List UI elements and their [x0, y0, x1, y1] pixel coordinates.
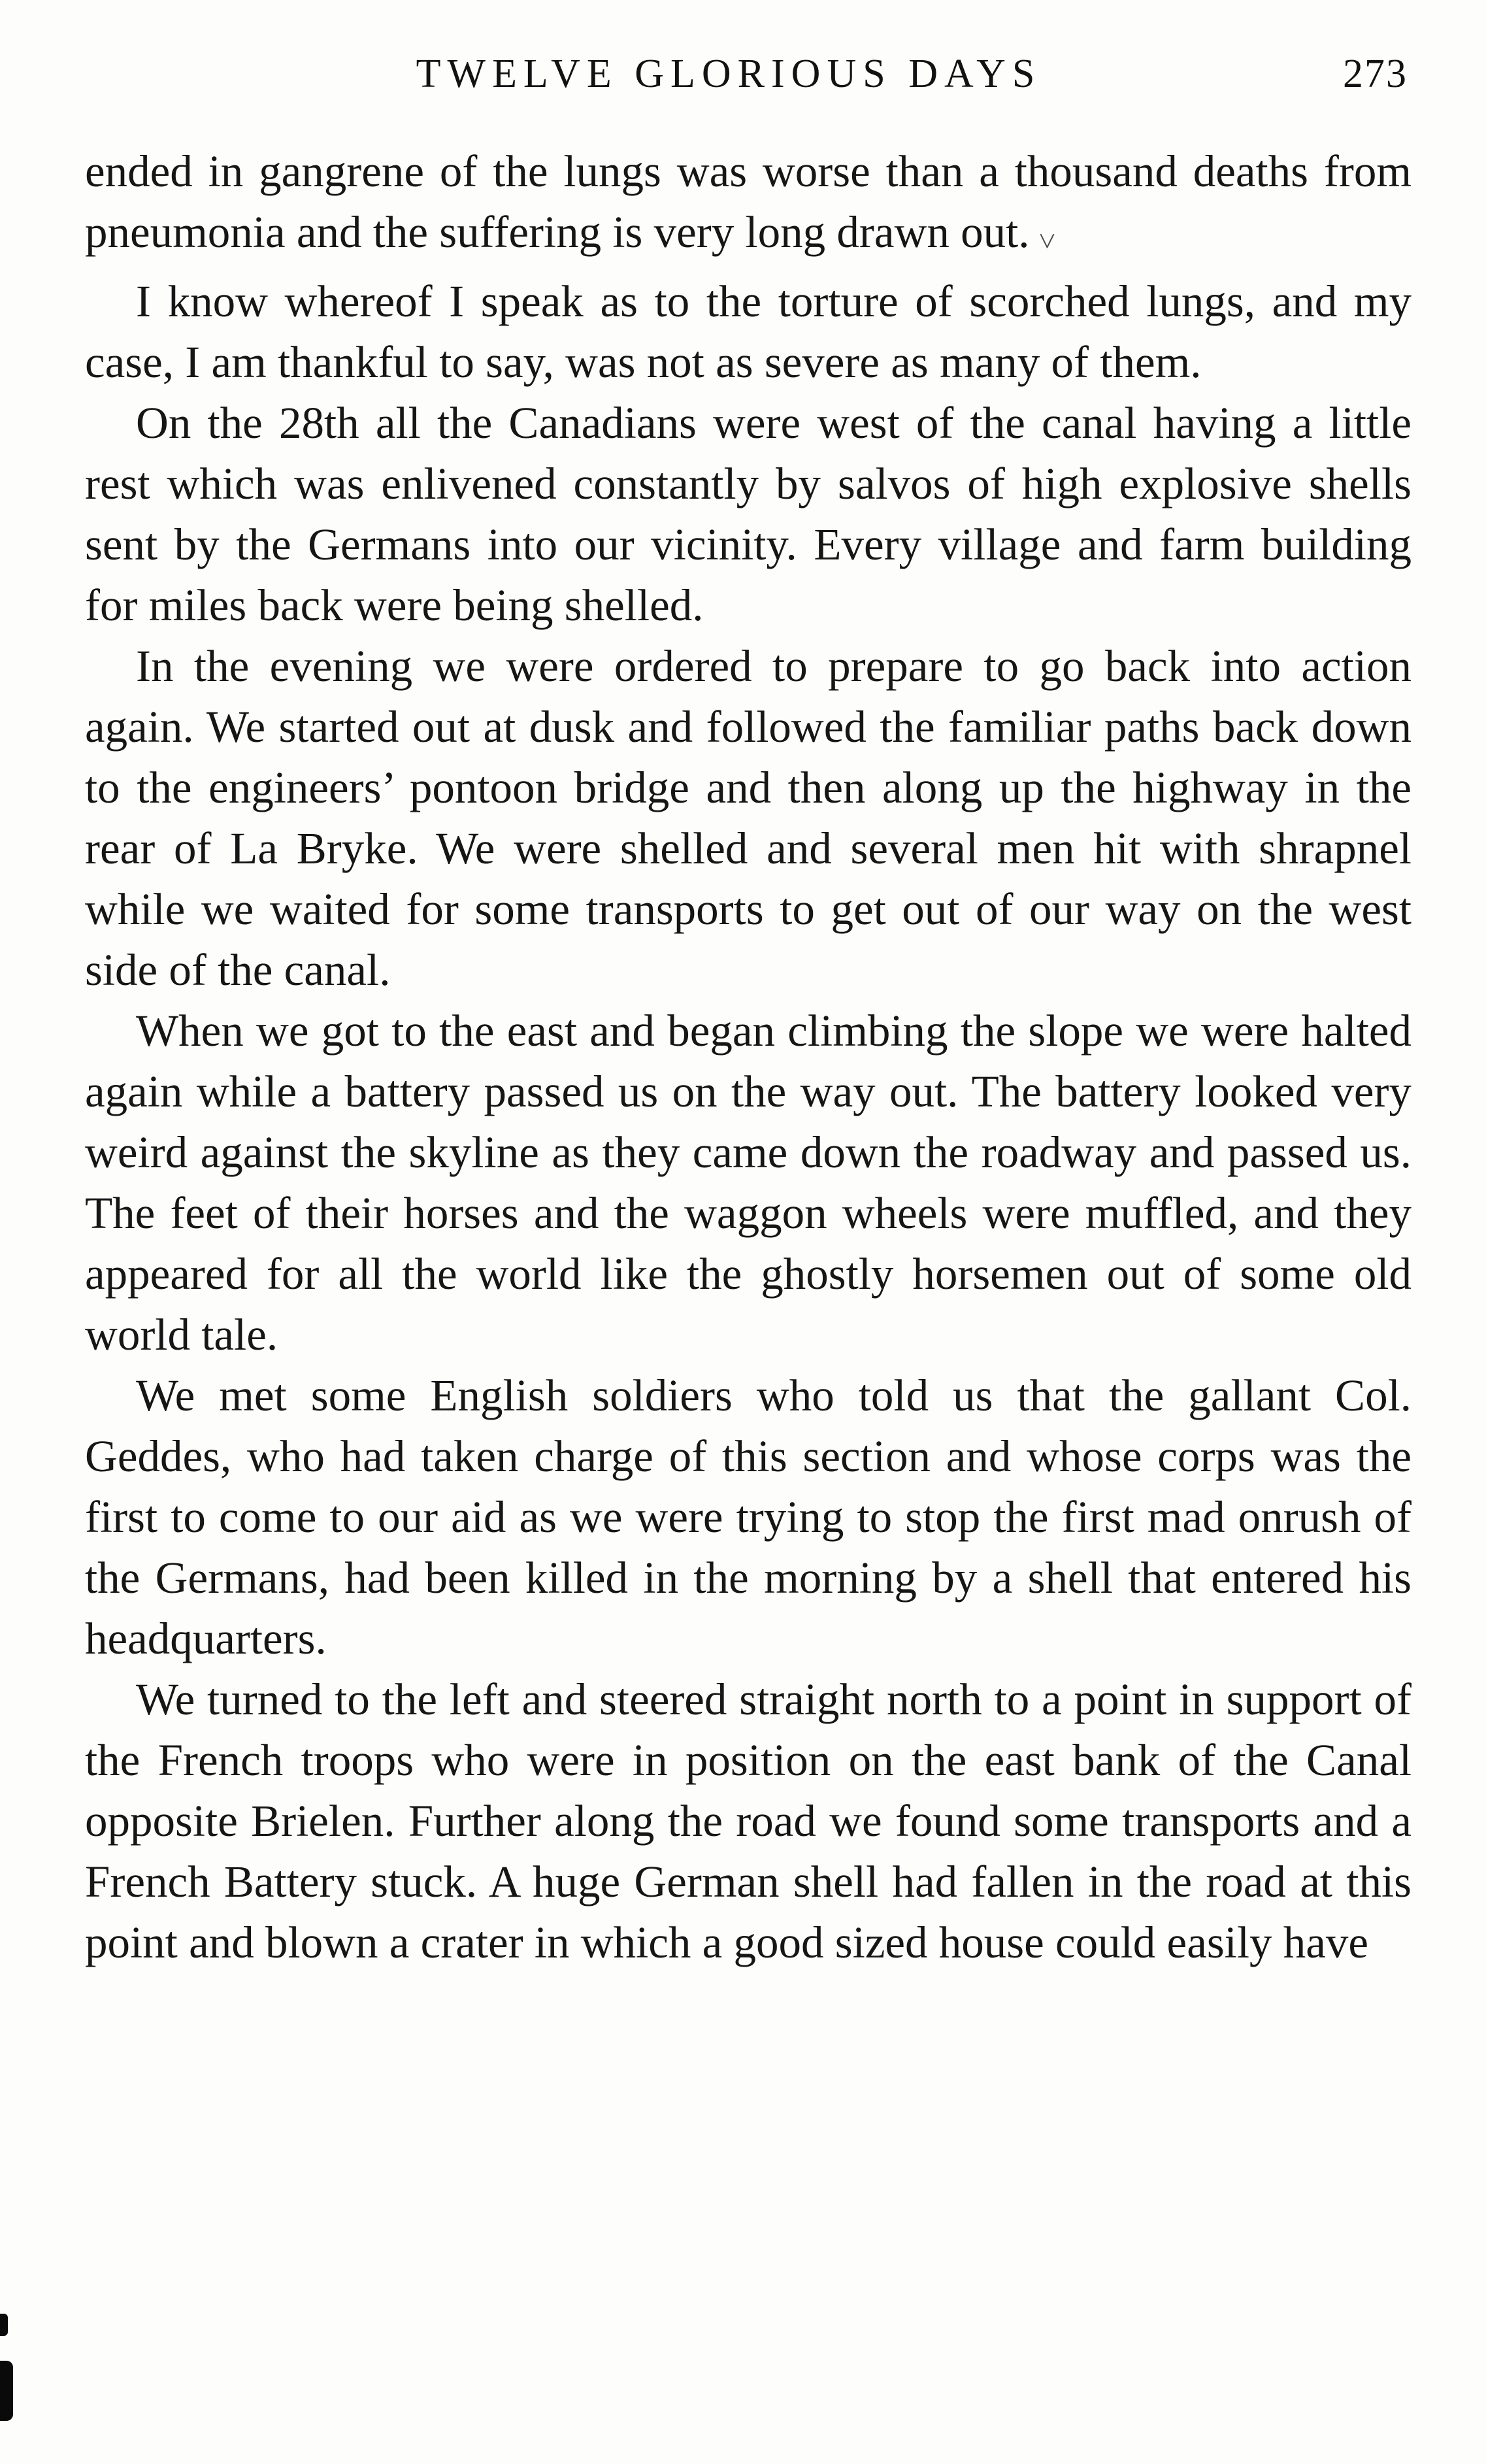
paragraph-text: ended in gangrene of the lungs was worse than a thousand deaths from pneumonia and the suffering is very long drawn out. — [85, 146, 1412, 257]
paragraph — [85, 141, 1412, 271]
body-text — [85, 141, 1412, 1973]
page-content — [85, 51, 1412, 1973]
pen-mark: ˅ — [1038, 224, 1056, 258]
paragraph: When we got to the east and began climbing the slope we were halted again while a battery passed us on the way out. The battery looked very weird against the skyline as they came down the roadway and passed us. The feet of their horses and the waggon wheels were muffled, and they appeared for all the world like the ghostly horsemen out of some old world tale. — [85, 1006, 1412, 1359]
paragraph: I know whereof I speak as to the torture of scorched lungs, and my case, I am thankful to say, was not as severe as many of them. — [85, 276, 1412, 387]
page-number: 273 — [1343, 52, 1408, 96]
paragraph: On the 28th all the Canadians were west of the canal having a little rest which was enlivened constantly by salvos of high explosive shells sent by the Germans into our vicinity. Every village and farm building for miles back were being shelled. — [85, 398, 1412, 630]
paragraph: In the evening we were ordered to prepare to go back into action again. We started out at dusk and followed the familiar paths back down to the engineers’ pontoon bridge and then along up the highway in the rear of La Bryke. We were shelled and several men hit with shrapnel while we waited for some transports to get out of our way on the west side of the canal. — [85, 641, 1412, 995]
running-header — [85, 51, 1412, 123]
scan-artifact — [0, 2314, 8, 2336]
scan-artifact — [0, 2361, 13, 2421]
paragraph: We met some English soldiers who told us that the gallant Col. Geddes, who had taken charge of this section and whose corps was the first to come to our aid as we were trying to stop the first mad onrush of the Germans, had been killed in the morning by a shell that entered his headquarters. — [85, 1371, 1412, 1663]
running-title: TWELVE GLORIOUS DAYS — [416, 52, 1042, 96]
paragraph: We turned to the left and steered straight north to a point in support of the French troops who were in position on the east bank of the Canal opposite Brielen. Further along the road we found some transports and a French Battery stuck. A huge German shell had fallen in the road at this point and blown a crater in which a good sized house could easily have — [85, 1674, 1412, 1967]
